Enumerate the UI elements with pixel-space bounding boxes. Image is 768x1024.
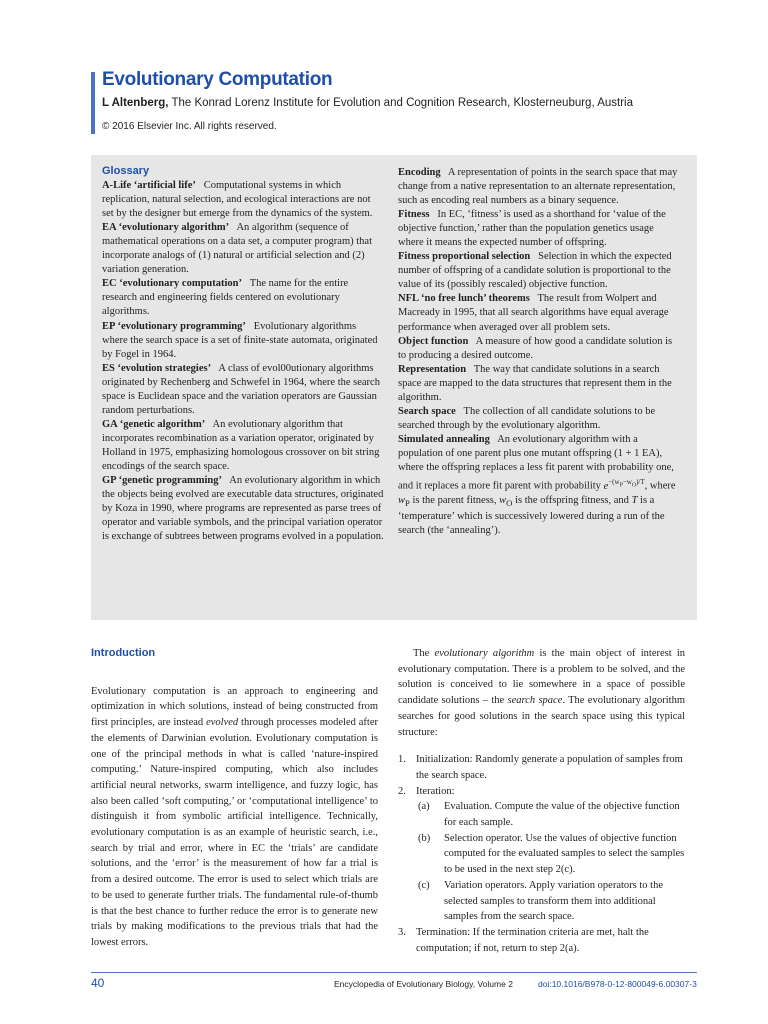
glossary-term: NFL ‘no free lunch’ theorems (398, 293, 530, 305)
list-item: 3. Termination: If the termination criteria are met, halt the computation; if not, return to step 2(a). (398, 926, 649, 954)
glossary-definition: Evolutionary algorithms where the search space is a set of finite-state automata, originated by Fogel in 1964. (102, 320, 378, 360)
offspring-fitness-symbol: $w_O$ (499, 494, 513, 508)
glossary-definition: An evolutionary algorithm in which the objects being evolved are executable data structures, originated by Koza in 1990, where programs are represented as parse trees of operator and variable symbols, and the principal variation operator is exchange of subtrees between programs evolved in a population. (102, 475, 384, 543)
temperature-symbol: T (631, 494, 638, 506)
glossary-definition: A representation of points in the search space that may change from a native representation to an alternate representation, such as encoding real numbers as a binary sequence. (398, 167, 678, 207)
page-number: 40 (91, 976, 105, 990)
glossary-definition: An evolutionary algorithm with a population of one parent plus one mutant offspring (1 + 1 EA), where the offspring replaces a less fit parent with probability one, and it replaces a more fit parent with probability (398, 433, 674, 492)
list-item: (c) Variation operators. Apply variation operators to the selected samples to transform them into additional samples from the search space. (418, 879, 663, 923)
body-column-left (91, 646, 378, 951)
glossary-term: EA ‘evolutionary algorithm’ (102, 222, 230, 234)
glossary-heading: Glossary (102, 165, 150, 177)
glossary-definition: A measure of how good a candidate solution is to producing a desired outcome. (398, 335, 673, 361)
glossary-term: GA ‘genetic algorithm’ (102, 418, 206, 430)
glossary-entry (102, 474, 384, 544)
glossary-term: Object function (398, 335, 469, 347)
body-column-right (398, 646, 685, 956)
glossary-definition: An evolutionary algorithm that incorporates recombination as a variation operator, originated by Holland in 1975, emphasizing homologous crossover on bit string encodings of the search space. (102, 418, 380, 472)
glossary-definition: The result from Wolpert and Macready in 1995, that all search algorithms have equal average performance when averaged over all problem sets. (398, 293, 669, 333)
doi-link[interactable]: doi:10.1016/B978-0-12-800049-6.00307-3 (538, 979, 697, 989)
glossary-entry (398, 208, 680, 250)
header-accent-bar (91, 72, 95, 134)
list-item: (a) Evaluation. Compute the value of the objective function for each sample. (418, 801, 680, 829)
glossary-term: Search space (398, 405, 456, 417)
glossary-term: ES ‘evolution strategies’ (102, 362, 212, 374)
copyright-text: 2016 Elsevier Inc. All rights reserved. (112, 121, 277, 132)
glossary-term: A-Life ‘artificial life’ (102, 180, 196, 192)
article-title: Evolutionary Computation (102, 69, 333, 90)
glossary-term: GP ‘genetic programming’ (102, 475, 222, 487)
author-line (102, 97, 633, 109)
glossary-column-right (398, 166, 680, 538)
intro-paragraph-2: The evolutionary algorithm is the main object of interest in evolutionary computation. There is a problem to be solved, and the solution is conceived to lie somewhere in a space of possible candidate solutions – the search space. The evolutionary algorithm searches for good solutions in the search space using this typical structure: (398, 648, 686, 738)
glossary-term: EP ‘evolutionary programming’ (102, 320, 246, 332)
glossary-term: Encoding (398, 167, 441, 178)
glossary-definition: The name for the entire research and engineering fields centered on evolutionary algorithms. (102, 278, 349, 318)
glossary-entry (398, 405, 680, 433)
glossary-term: Simulated annealing (398, 433, 490, 445)
author-name: L Altenberg, (102, 97, 169, 109)
glossary-entry (102, 277, 384, 319)
list-item: (b) Selection operator. Use the values of objective function computed for the evaluated samples to select the samples to be used in the next step 2(c). (418, 832, 685, 876)
footer-rule (91, 972, 697, 973)
glossary-definition: In EC, ‘fitness’ is used as a shorthand for ‘value of the objective function,’ rather than the population genetics usage where it means the expected number of offspring. (398, 209, 666, 249)
glossary-term: Fitness (398, 209, 430, 221)
glossary-entry (398, 335, 680, 363)
intro-paragraph-1: Evolutionary computation is an approach to engineering and optimization in which solutions, instead of being constructed from first principles, are instead evolved through processes modeled after the elements of Darwinian evolution. Evolutionary computation is one of the principal methods in what is called ‘nature-inspired computing.’ Nature-inspired computing, which also includes artificial neural networks, swarm intelligence, and fuzzy logic, has also been called ‘soft computing,’ or ‘computational intelligence’ to distinguish it from symbolic artificial intelligence. Technically, evolutionary computation is as an example of heuristic search, i.e., search by trial and error, where in EC the ‘trials’ are candidate solutions, and the ‘error’ is the measurement of how far a trial is from a desired outcome. The error is used to select which trials are to be used to generate further trials. The fundamental rule-of-thumb is that the best chance to further reduce the error is to generate new trials by making modifications to the previous trials that had the lowest errors. (91, 685, 378, 948)
algorithm-steps-list (398, 752, 685, 956)
glossary-entry (102, 362, 384, 418)
glossary-term: EC ‘evolutionary computation’ (102, 278, 242, 290)
copyright-line (102, 121, 277, 132)
glossary-definition: Computational systems in which replication, natural selection, and ecological interactions are not set by the designer but emerge from the dynamics of the system. (102, 180, 373, 220)
glossary-definition: The collection of all candidate solutions to be searched through by the evolutionary algorithm. (398, 405, 656, 431)
glossary-entry (398, 250, 680, 292)
glossary-entry: Simulated annealing An evolutionary algorithm with a population of one parent plus one mutant offspring (1 + 1 EA), where the offspring replaces a less fit parent with probability one, and it replaces a more fit parent with probability $e^{-(w_P-w_O)/T}$, where $w_P$ is the parent fitness, $w_O$ is the offspring fitness, and T is a ‘temperature’ which is successively lowered during a run of the search (the ‘annealing’). (398, 433, 676, 536)
glossary-entry (102, 179, 384, 221)
footer-journal-title: Encyclopedia of Evolutionary Biology, Volume 2 (334, 979, 513, 989)
glossary-definition: Selection in which the expected number of offspring of a candidate solution is proportional to the value of its (possibly rescaled) objective function. (398, 251, 672, 291)
copyright-icon: © (102, 121, 110, 132)
glossary-entry (398, 292, 680, 334)
iteration-substeps-list (416, 799, 685, 925)
list-item: 2. Iteration: (a) Evaluation. Compute the value of the objective function for each sample. (b) Selection operator. Use the values of objective function computed for the evaluated samples to select the samples to be used in the next step 2(c). (c) Variation operators. Apply variation operators to the selected samples to transform them into additional samples from the search space. (398, 784, 685, 925)
glossary-term: Fitness proportional selection (398, 251, 531, 263)
author-affiliation: The Konrad Lorenz Institute for Evolution and Cognition Research, Klosterneuburg, Austria (171, 97, 634, 109)
section-heading-introduction: Introduction (91, 647, 156, 659)
probability-formula: $e^{-(w_P-w_O)/T}$ (603, 478, 645, 492)
parent-fitness-symbol: $w_P$ (398, 494, 410, 508)
glossary-entry (398, 363, 680, 405)
glossary-definition: A class of evol00utionary algorithms originated by Rechenberg and Schwefel in 1964, where the search space is Euclidean space and the variation operators are Gaussian random perturbations. (102, 362, 380, 416)
glossary-definition: The way that candidate solutions in a search space are mapped to the data structures that represent them in the algorithm. (398, 363, 672, 403)
glossary-column-left (102, 164, 384, 544)
glossary-entry (102, 320, 384, 362)
glossary-term: Representation (398, 363, 467, 375)
glossary-entry (102, 418, 384, 474)
list-item: 1. Initialization: Randomly generate a population of samples from the search space. (398, 754, 683, 781)
glossary-entry (102, 221, 384, 277)
glossary-box (91, 155, 697, 620)
glossary-definition: An algorithm (sequence of mathematical operations on a data set, a computer program) that incorporate analogs of (1) natural or artificial selection and (2) variation generation. (102, 222, 372, 276)
glossary-entry (398, 166, 680, 208)
